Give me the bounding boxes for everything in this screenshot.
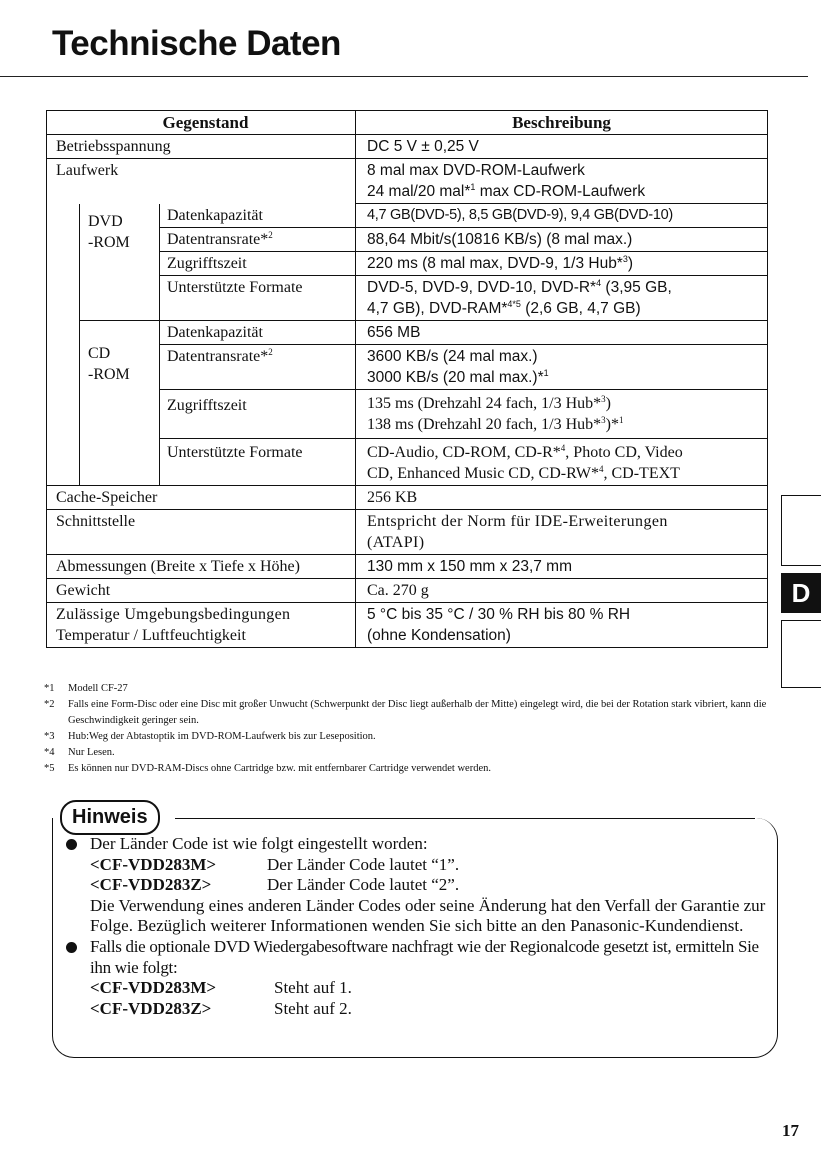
row-value: 130 mm x 150 mm x 23,7 mm bbox=[355, 555, 767, 578]
row-schnittstelle bbox=[47, 510, 767, 555]
sub-row-zugriffszeit bbox=[159, 252, 767, 276]
region-code-line: <CF-VDD283M> Der Länder Code lautet “1”. bbox=[90, 854, 460, 874]
footnotes bbox=[44, 681, 784, 777]
row-value bbox=[355, 159, 767, 204]
hinweis-item bbox=[66, 937, 766, 1019]
sub-value: 88,64 Mbit/s(10816 KB/s) (8 mal max.) bbox=[355, 228, 767, 251]
sub-row-zugriffszeit bbox=[159, 390, 767, 439]
sub-label: Unterstützte Formate bbox=[159, 276, 355, 320]
row-value: Entspricht der Norm für IDE-Erweiterungen (ATAPI) bbox=[355, 510, 767, 554]
spec-table bbox=[46, 110, 768, 648]
sub-value: DVD-5, DVD-9, DVD-10, DVD-R*$^4$ (3,95 GB, 4,7 GB), DVD-RAM*$^{4*5}$ (2,6 GB, 4,7 GB) bbox=[355, 276, 767, 320]
sub-label: Datentransrate*$^2$ bbox=[159, 345, 355, 389]
sub-value: 3600 KB/s (24 mal max.) 3000 KB/s (20 mal max.)*$^1$ bbox=[355, 345, 767, 389]
sub-row-datentransfer bbox=[159, 228, 767, 252]
sub-label: Datenkapazität bbox=[159, 321, 355, 344]
sub-value: 220 ms (8 mal max, DVD-9, 1/3 Hub*$^3$) bbox=[355, 252, 767, 275]
hinweis-label: Hinweis bbox=[60, 800, 160, 835]
header-item: Gegenstand bbox=[162, 113, 249, 132]
sub-value: 135 ms (Drehzahl 24 fach, 1/3 Hub*$^3$) 138 ms (Drehzahl 20 fach, 1/3 Hub*$^3$)*$^1$ bbox=[355, 390, 767, 438]
section-tab-frame bbox=[781, 620, 821, 688]
row-label: Laufwerk bbox=[56, 162, 119, 179]
row-cache bbox=[47, 486, 767, 510]
title-rule bbox=[0, 76, 808, 77]
row-label: Zulässige Umgebungsbedingungen Temperatur / Luftfeuchtigkeit bbox=[56, 606, 291, 644]
page-title: Technische Daten bbox=[52, 24, 341, 63]
table-header-row bbox=[47, 111, 767, 135]
group-label: DVD -ROM bbox=[79, 204, 159, 321]
sub-row-formate bbox=[159, 276, 767, 320]
group-label: CD -ROM bbox=[79, 321, 159, 485]
region-code-line: <CF-VDD283Z> Steht auf 2. bbox=[90, 998, 352, 1018]
bullet-icon bbox=[66, 839, 77, 850]
row-label: Schnittstelle bbox=[56, 513, 136, 530]
row-umgebung bbox=[47, 603, 767, 647]
footnote: *3 Hub:Weg der Abtastoptik im DVD-ROM-Laufwerk bis zur Leseposition. bbox=[44, 731, 376, 742]
row-value: DC 5 V ± 0,25 V bbox=[355, 135, 767, 158]
hinweis-item bbox=[66, 834, 766, 937]
row-label: Abmessungen (Breite x Tiefe x Höhe) bbox=[56, 558, 300, 575]
row-value: Ca. 270 g bbox=[355, 579, 767, 602]
footnote: *1 Modell CF-27 bbox=[44, 683, 128, 694]
hinweis-text: Die Verwendung eines anderen Länder Codes oder seine Änderung hat den Verfall der Garantie zur Folge. Bezüglich weiterer Informationen wenden Sie sich bitte an den Panasonic-Kundendienst. bbox=[90, 895, 766, 936]
row-abmessungen bbox=[47, 555, 767, 579]
group-cd-rom bbox=[47, 321, 767, 486]
section-tab: D bbox=[781, 573, 821, 613]
footnote: *2 Falls eine Form-Disc oder eine Disc mit großer Unwucht (Schwerpunkt der Disc liegt außerhalb der Mitte) eingelegt wird, die bei der Rotation stark vibriert, kann die Geschwindigkeit geringer sein. bbox=[44, 699, 767, 726]
sub-value: 656 MB bbox=[355, 321, 767, 344]
row-laufwerk bbox=[47, 159, 767, 204]
sub-label: Datentransrate*$^2$ bbox=[159, 228, 355, 251]
group-dvd-rom bbox=[47, 204, 767, 321]
section-tab-frame bbox=[781, 495, 821, 566]
hinweis-text: Der Länder Code ist wie folgt eingestellt worden: bbox=[90, 834, 428, 853]
row-label: Gewicht bbox=[56, 582, 111, 599]
region-code-line: <CF-VDD283M> Steht auf 1. bbox=[90, 978, 352, 998]
region-code-line: <CF-VDD283Z> Der Länder Code lautet “2”. bbox=[90, 875, 460, 895]
footnote: *5 Es können nur DVD-RAM-Discs ohne Cartridge bzw. mit entfernbarer Cartridge verwendet werden. bbox=[44, 763, 491, 774]
row-value: 5 °C bis 35 °C / 30 % RH bis 80 % RH (ohne Kondensation) bbox=[355, 603, 767, 647]
sub-value: CD-Audio, CD-ROM, CD-R*$^4$, Photo CD, Video CD, Enhanced Music CD, CD-RW*$^4$, CD-TEXT bbox=[355, 439, 767, 485]
sub-row-datenkapazitaet bbox=[159, 204, 767, 228]
hinweis-topline bbox=[175, 818, 755, 819]
sub-label: Datenkapazität bbox=[159, 204, 355, 227]
page-number: 17 bbox=[782, 1121, 799, 1140]
bullet-icon bbox=[66, 942, 77, 953]
row-value: 256 KB bbox=[355, 486, 767, 509]
sub-label: Zugrifftszeit bbox=[159, 252, 355, 275]
header-description: Beschreibung bbox=[355, 111, 767, 134]
value-line: 8 mal max DVD-ROM-Laufwerk bbox=[367, 162, 585, 179]
sub-label: Zugrifftszeit bbox=[159, 390, 355, 438]
sub-value: 4,7 GB(DVD-5), 8,5 GB(DVD-9), 9,4 GB(DVD-10) bbox=[355, 204, 767, 227]
sub-label: Unterstützte Formate bbox=[159, 439, 355, 485]
footnote: *4 Nur Lesen. bbox=[44, 747, 115, 758]
sub-row-formate bbox=[159, 439, 767, 485]
row-label: Cache-Speicher bbox=[56, 489, 158, 506]
hinweis-body bbox=[66, 834, 766, 1019]
row-betriebsspannung bbox=[47, 135, 767, 159]
sub-row-datentransfer bbox=[159, 345, 767, 390]
sub-row-datenkapazitaet bbox=[159, 321, 767, 345]
row-gewicht bbox=[47, 579, 767, 603]
hinweis-text: Falls die optionale DVD Wiedergabesoftware nachfragt wie der Regionalcode gesetzt ist, ermitteln Sie ihn wie folgt: bbox=[90, 936, 759, 977]
row-label: Betriebsspannung bbox=[56, 138, 171, 155]
value-line: 24 mal/20 mal*$^1$ max CD-ROM-Laufwerk bbox=[367, 182, 646, 200]
